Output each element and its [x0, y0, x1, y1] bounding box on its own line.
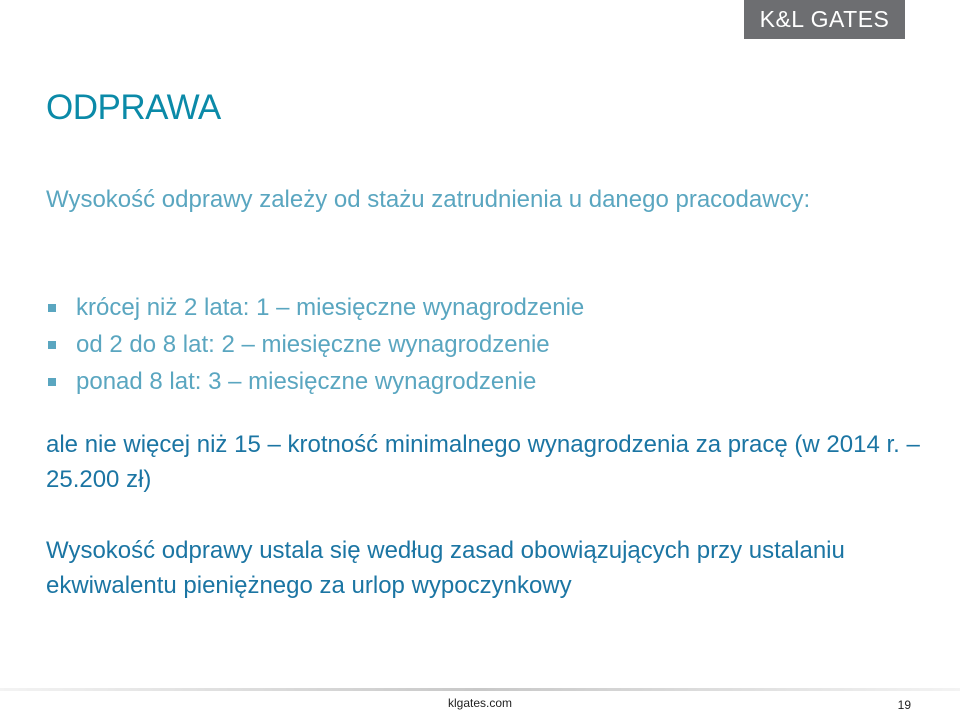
brand-logo — [744, 0, 905, 39]
bullet-item — [46, 363, 584, 400]
bullet-text: ponad 8 lat: 3 – miesięczne wynagrodzenie — [76, 367, 537, 395]
bullet-item — [46, 289, 584, 326]
square-bullet-icon — [48, 304, 56, 312]
square-bullet-icon — [48, 378, 56, 386]
footer-divider — [0, 688, 960, 691]
intro-text: Wysokość odprawy zależy od stażu zatrudnienia u danego pracodawcy: — [46, 186, 811, 213]
bullet-text: od 2 do 8 lat: 2 – miesięczne wynagrodzenie — [76, 330, 550, 358]
footer-website: klgates.com — [447, 696, 513, 710]
square-bullet-icon — [48, 341, 56, 349]
page-number: 19 — [897, 698, 911, 712]
slide-title: ODPRAWA — [46, 88, 221, 127]
bullet-text: krócej niż 2 lata: 1 – miesięczne wynagrodzenie — [76, 293, 585, 321]
brand-logo-text: K&L GATES — [759, 6, 890, 32]
bullet-list — [46, 289, 584, 400]
calculation-paragraph: Wysokość odprawy ustala się według zasad obowiązujących przy ustalaniu ekwiwalentu pieniężnego za urlop wypoczynkowy — [46, 537, 845, 599]
limit-paragraph: ale nie więcej niż 15 – krotność minimalnego wynagrodzenia za pracę (w 2014 r. – 25.200 zł) — [46, 431, 920, 493]
bullet-item — [46, 326, 584, 363]
